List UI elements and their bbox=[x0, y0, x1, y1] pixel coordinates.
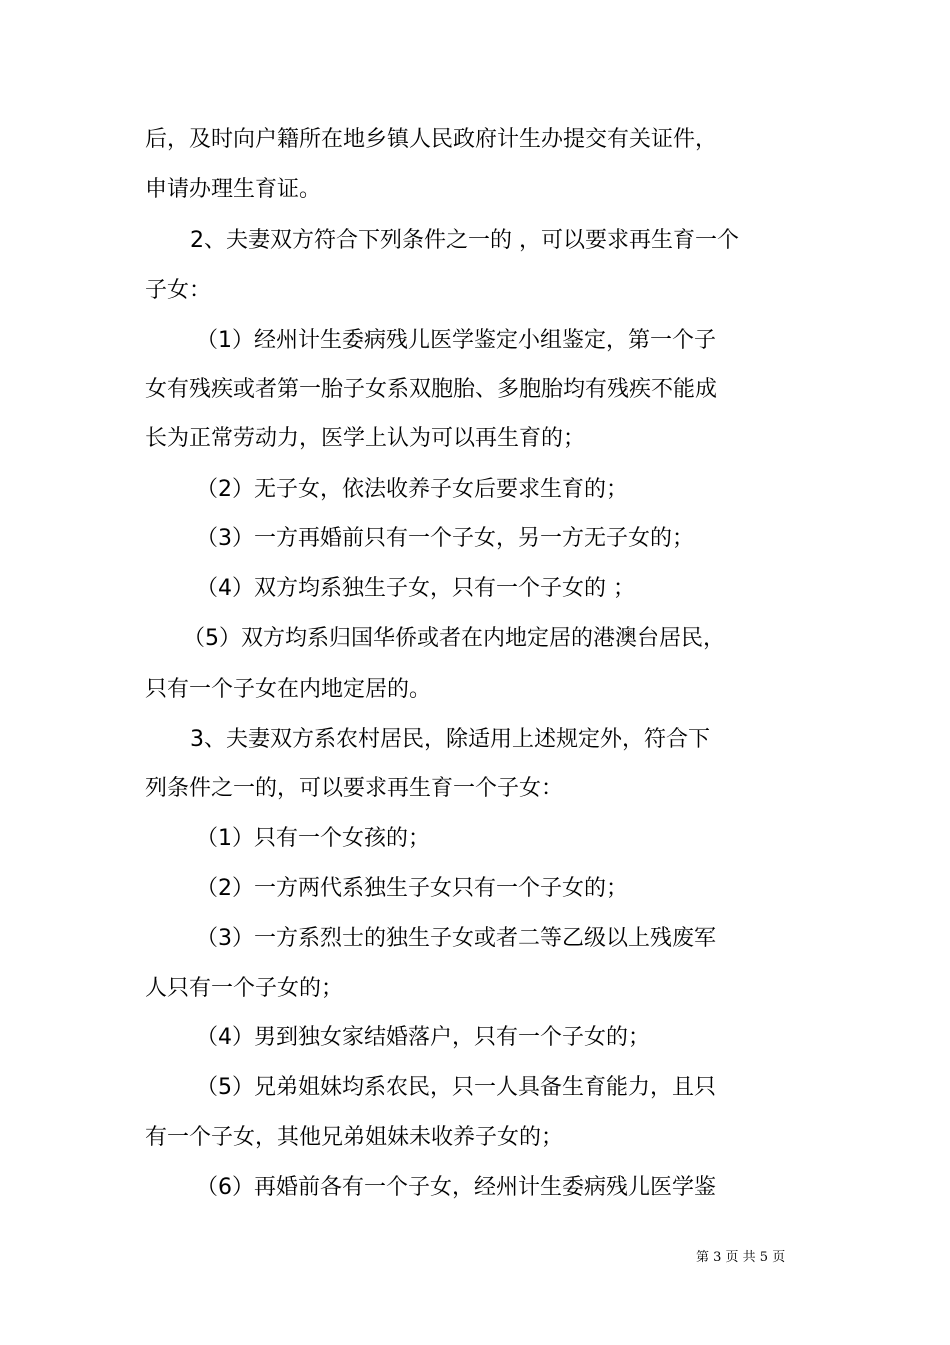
text-line: 人只有一个子女的； bbox=[145, 976, 344, 1001]
page-number: 第 3 页 共 5 页 bbox=[696, 1250, 786, 1265]
text-line: （3）一方再婚前只有一个子女，另一方无子女的； bbox=[196, 526, 694, 551]
text-line: 女有残疾或者第一胎子女系双胞胎、多胞胎均有残疾不能成 bbox=[145, 377, 718, 402]
text-line: （4）男到独女家结婚落户，只有一个子女的； bbox=[196, 1025, 650, 1050]
text-line: （2）无子女，依法收养子女后要求生育的； bbox=[196, 477, 628, 502]
text-line: 长为正常劳动力，医学上认为可以再生育的； bbox=[145, 426, 586, 451]
text-line: 列条件之一的，可以要求再生育一个子女： bbox=[145, 776, 564, 801]
text-line: 子女： bbox=[145, 278, 212, 303]
text-line: 2、夫妻双方符合下列条件之一的 ，可以要求再生育一个 bbox=[190, 228, 739, 253]
text-line: （3）一方系烈士的独生子女或者二等乙级以上残废军 bbox=[196, 926, 716, 951]
text-line: 3、夫妻双方系农村居民，除适用上述规定外，符合下 bbox=[190, 727, 710, 752]
text-line: （2）一方两代系独生子女只有一个子女的； bbox=[196, 876, 628, 901]
text-line: （1）经州计生委病残儿医学鉴定小组鉴定，第一个子 bbox=[196, 328, 716, 353]
text-line: （4）双方均系独生子女，只有一个子女的 ； bbox=[196, 576, 635, 601]
text-line: 后，及时向户籍所在地乡镇人民政府计生办提交有关证件， bbox=[145, 127, 718, 152]
text-line: 有一个子女，其他兄弟姐妹未收养子女的； bbox=[145, 1125, 564, 1150]
text-line: 申请办理生育证。 bbox=[145, 177, 322, 202]
text-line: 只有一个子女在内地定居的。 bbox=[145, 677, 432, 702]
text-line: （5）兄弟姐妹均系农民，只一人具备生育能力，且只 bbox=[196, 1075, 716, 1100]
text-line: （1）只有一个女孩的； bbox=[196, 826, 430, 851]
text-line: （5）双方均系归国华侨或者在内地定居的港澳台居民， bbox=[183, 626, 725, 651]
text-line: （6）再婚前各有一个子女，经州计生委病残儿医学鉴 bbox=[196, 1175, 716, 1200]
